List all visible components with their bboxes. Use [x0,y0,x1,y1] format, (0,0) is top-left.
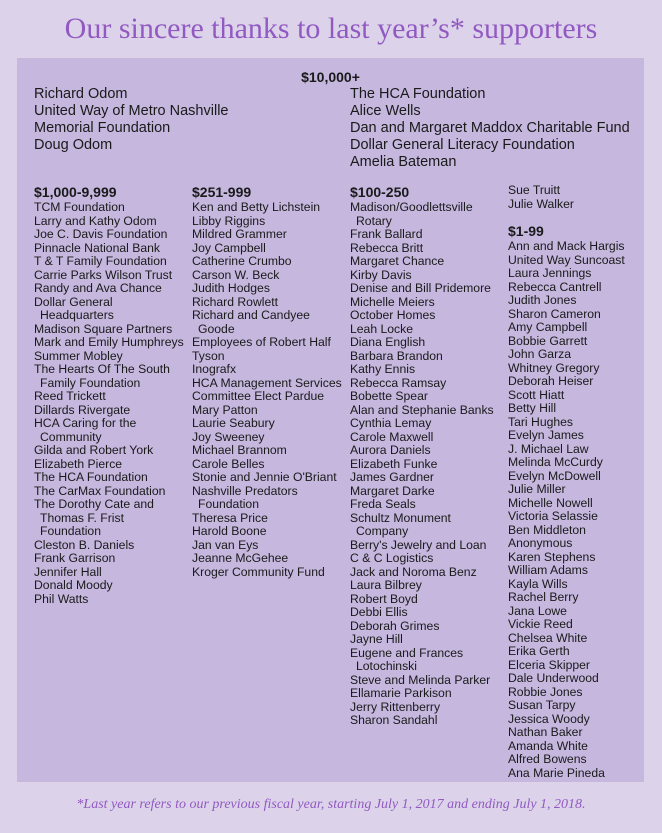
supporter-name: Carole Belles [192,456,265,471]
supporter-name: Schultz Monument Company [350,510,451,538]
supporter-name: Julie Miller [508,482,566,496]
supporter-name: Rebecca Ramsay [350,375,447,390]
supporter-name: Summer Mobley [34,348,123,363]
supporter-name: October Homes [350,308,436,322]
supporter-name: James Gardner [350,470,434,484]
supporter-name: Frank Garrison [34,551,116,565]
supporter-name: Sharon Sandahl [350,713,438,727]
supporter-name: TCM Foundation [34,200,125,214]
supporter-name: HCA Caring for the Community [34,416,137,444]
supporter-name: Diana English [350,335,426,349]
supporter-name: Betty Hill [508,401,557,415]
supporter-name: Richard and Candyee Goode [192,308,310,336]
supporter-name: Catherine Crumbo [192,254,292,268]
supporter-name: Susan Tarpy [508,698,576,712]
supporter-name: Amy Campbell [508,320,588,334]
supporter-name: Margaret Chance [350,254,445,268]
page-title: Our sincere thanks to last year’s* supporters [64,12,598,45]
supporter-name: Cynthia Lemay [350,416,432,430]
supporter-name: Theresa Price [192,510,268,525]
supporter-name: Melinda McCurdy [508,455,603,469]
supporter-name: Rebecca Britt [350,240,424,255]
supporter-name: Whitney Gregory [508,360,600,375]
supporter-name: T & T Family Foundation [34,254,167,268]
supporter-name: Joy Sweeney [192,429,265,444]
supporter-name: Stonie and Jennie O'Briant [192,470,337,484]
supporter-name: Leah Locke [350,321,414,336]
supporter-name: Jan van Eys [192,537,259,552]
supporter-name: Gilda and Robert York [34,443,154,457]
supporter-name: Sharon Cameron [508,306,601,321]
supporter-name: Vickie Reed [508,617,573,631]
supporter-name: Eugene and Frances Lotochinski [350,645,464,673]
supporter-name: Jessica Woody [508,711,590,726]
supporter-name: The HCA Foundation [350,86,486,102]
supporter-name: Ann and Mack Hargis [508,239,625,253]
tier-10000-list-left [34,86,228,154]
tier-10000-list-right [350,86,630,171]
supporter-name: Harold Boone [192,524,267,538]
supporter-name: Kathy Ennis [350,362,416,376]
supporter-name: Richard Odom [34,86,128,102]
supporter-name: Dillards Rivergate [34,402,131,417]
column-1 [34,184,184,606]
supporter-name: Dan and Margaret Maddox Charitable Fund [350,120,630,136]
supporter-name: C & C Logistics [350,551,434,565]
supporter-name: Inografx [192,362,237,376]
tier-100-heading: $100-250 [350,184,410,200]
supporter-name: Freda Seals [350,497,416,511]
supporter-name: Scott Hiatt [508,387,565,402]
supporter-name: Phil Watts [34,591,89,606]
supporter-name: Libby Riggins [192,213,266,228]
supporter-name: Evelyn McDowell [508,468,601,483]
supporter-name: Victoria Selassie [508,509,598,523]
tier-10000-heading: $10,000+ [301,69,360,85]
supporter-name: Carrie Parks Wilson Trust [34,267,173,282]
supporter-name: Jayne Hill [350,632,403,646]
supporter-name: Jennifer Hall [34,564,102,579]
supporter-name: Michelle Nowell [508,495,593,510]
supporter-name: Joe C. Davis Foundation [34,227,168,241]
supporter-name: Randy and Ava Chance [34,281,162,295]
supporter-name: Rachel Berry [508,590,579,604]
supporter-name: Debbi Ellis [350,605,408,619]
supporter-name: Alice Wells [350,103,421,119]
supporters-panel [17,58,644,782]
supporter-name: Employees of Robert Half [192,335,331,349]
supporter-name: Elizabeth Funke [350,456,438,471]
supporter-name: Laurie Seabury [192,416,275,430]
supporter-name: Erika Gerth [508,644,570,658]
supporter-name: Jeanne McGehee [192,551,289,565]
supporter-name: Joy Campbell [192,240,266,255]
supporter-name: Reed Trickett [34,389,106,403]
supporter-name: Committee Elect Pardue [192,389,325,403]
supporter-name: Dollar General Literacy Foundation [350,137,575,153]
supporter-name: Julie Walker [508,196,574,211]
supporter-name: Alan and Stephanie Banks [350,402,494,417]
supporter-name: Michael Brannom [192,443,287,457]
supporter-name: Kirby Davis [350,267,412,282]
supporter-name: Denise and Bill Pridemore [350,281,491,295]
supporter-name: Donald Moody [34,578,113,592]
tier-251-heading: $251-999 [192,184,252,200]
supporter-name: Dollar General Headquarters [34,294,114,322]
supporter-name: John Garza [508,347,572,361]
supporter-name: Carole Maxwell [350,429,434,444]
supporter-name: The Dorothy Cate and Thomas F. Frist Foundation [34,497,154,538]
tier-1000-heading: $1,000-9,999 [34,184,117,200]
supporter-name: Bobbie Garrett [508,333,588,348]
supporter-name: Amanda White [508,738,588,753]
supporter-name: Mark and Emily Humphreys [34,335,184,349]
supporter-name: Barbara Brandon [350,348,443,363]
footnote: *Last year refers to our previous fiscal year, starting July 1, 2017 and ending July 1, 2018. [76,797,586,812]
supporter-name: Carson W. Beck [192,267,280,282]
supporter-name: United Way Suncoast [508,252,625,267]
supporter-name: Judith Hodges [192,281,270,295]
supporter-name: Deborah Heiser [508,374,594,388]
supporter-name: Michelle Meiers [350,294,435,309]
supporter-name: Bobette Spear [350,389,428,403]
supporter-name: Dale Underwood [508,671,599,685]
supporter-name: Berry's Jewelry and Loan [350,537,487,552]
supporter-name: Steve and Melinda Parker [350,672,491,687]
supporter-name: Frank Ballard [350,227,423,241]
tier-251-list [192,201,342,579]
tier-100-overflow-list [508,184,638,211]
tier-1-list [508,240,638,780]
supporter-name: HCA Management Services [192,375,342,390]
column-2 [192,184,342,579]
supporter-name: Ellamarie Parkison [350,686,452,700]
supporter-name: Nashville Predators Foundation [192,483,298,511]
supporter-name: Tari Hughes [508,414,574,429]
supporter-name: William Adams [508,563,588,577]
supporter-name: Rebecca Cantrell [508,279,602,294]
supporter-name: Tyson [192,348,225,363]
supporter-name: J. Michael Law [508,441,589,456]
tier-1-heading: $1-99 [508,223,544,239]
supporter-name: Karen Stephens [508,549,596,564]
supporter-name: Deborah Grimes [350,618,440,633]
supporter-name: Doug Odom [34,137,113,153]
supporter-name: Elceria Skipper [508,657,590,672]
supporter-name: Judith Jones [508,293,577,307]
supporter-name: The CarMax Foundation [34,483,166,498]
supporter-name: Larry and Kathy Odom [34,213,157,228]
supporter-name: Chelsea White [508,630,588,645]
supporter-name: Memorial Foundation [34,120,171,136]
supporter-name: Anonymous [508,536,573,550]
supporter-name: Madison Square Partners [34,321,173,336]
supporter-name: Laura Bilbrey [350,578,422,592]
supporter-name: Aurora Daniels [350,443,431,457]
supporter-name: Kroger Community Fund [192,564,325,579]
supporter-name: Mary Patton [192,402,258,417]
tier-100-list [350,201,500,728]
supporter-name: Robbie Jones [508,684,583,699]
supporter-name: Amelia Bateman [350,154,457,170]
supporter-name: Kayla Wills [508,576,568,591]
supporter-name: Ana Marie Pineda [508,765,605,780]
supporter-name: Richard Rowlett [192,294,279,309]
supporter-name: Laura Jennings [508,266,592,280]
supporter-name: Elizabeth Pierce [34,456,123,471]
supporter-name: Mildred Grammer [192,227,287,241]
supporter-name: Margaret Darke [350,483,435,498]
supporter-name: Evelyn James [508,428,584,442]
supporter-name: Jana Lowe [508,603,567,618]
supporter-name: Jack and Noroma Benz [350,564,477,579]
supporter-name: Sue Truitt [508,183,561,197]
supporter-name: Madison/Goodlettsville Rotary [350,200,473,228]
supporter-name: Robert Boyd [350,591,418,606]
tier-1000-list [34,201,184,606]
supporter-name: Ben Middleton [508,522,586,537]
supporter-name: Alfred Bowens [508,752,587,766]
supporter-name: Cleston B. Daniels [34,537,135,552]
supporter-name: Ken and Betty Lichstein [192,200,321,214]
supporter-name: The Hearts Of The South Family Foundation [34,362,170,390]
supporter-name: United Way of Metro Nashville [34,103,229,119]
column-3 [350,184,500,728]
supporter-name: Nathan Baker [508,725,583,739]
supporter-name: Pinnacle National Bank [34,240,161,255]
column-4 [508,184,638,780]
supporter-name: Jerry Rittenberry [350,699,441,714]
supporter-name: The HCA Foundation [34,470,148,484]
